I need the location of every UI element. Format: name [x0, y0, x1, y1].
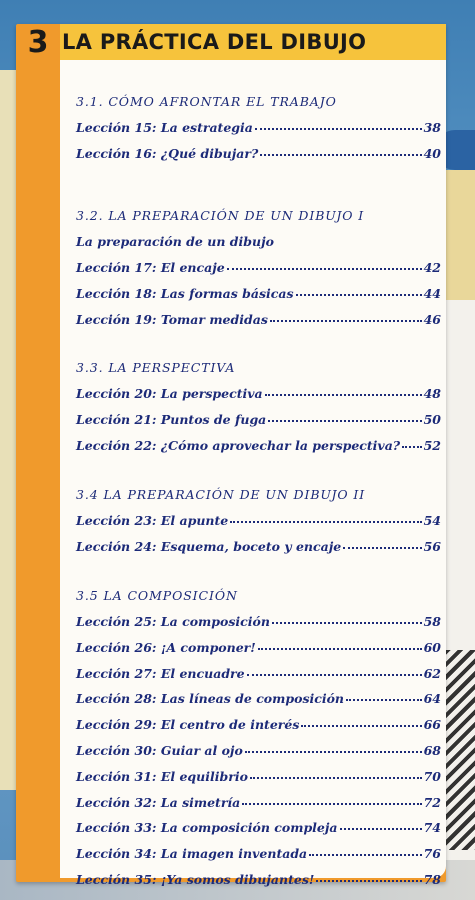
dot-leader	[340, 818, 422, 830]
lesson-title: Lección 25: La composición	[76, 614, 270, 629]
dot-leader	[270, 310, 422, 322]
page-number: 44	[423, 285, 441, 301]
lesson-title: Lección 32: La simetría	[76, 794, 241, 810]
page-number: 60	[423, 639, 441, 655]
toc-entry[interactable]	[76, 146, 441, 161]
toc-entry[interactable]	[76, 743, 441, 758]
toc-entry[interactable]	[76, 795, 441, 810]
section-title: 3.3. LA PERSPECTIVA	[76, 360, 236, 375]
lesson-title: Lección 20: La perspectiva	[76, 386, 263, 401]
contents-panel	[16, 24, 446, 887]
page-number: 52	[423, 437, 441, 453]
lesson-title: Lección 28: Las líneas de composición	[76, 691, 345, 707]
toc-entry[interactable]	[76, 120, 441, 135]
page-number: 54	[423, 513, 441, 528]
lesson-title: Lección 17: El encaje	[76, 260, 225, 275]
dot-leader	[227, 258, 422, 270]
dot-leader	[247, 664, 422, 676]
section-title: 3.2. LA PREPARACIÓN DE UN DIBUJO I	[76, 208, 365, 223]
toc-entry[interactable]	[76, 640, 441, 655]
dot-leader	[255, 118, 422, 130]
lesson-title: Lección 30: Guiar al ojo	[76, 743, 243, 758]
page-number: 62	[423, 665, 441, 681]
dot-leader	[265, 384, 422, 396]
toc-entry[interactable]	[76, 386, 441, 401]
lesson-title: Lección 31: El equilibrio	[76, 768, 248, 784]
toc-entry[interactable]	[76, 872, 441, 887]
page-number: 56	[423, 538, 441, 554]
toc-entry[interactable]	[76, 846, 441, 861]
dot-leader	[268, 410, 421, 422]
page-number: 72	[423, 794, 441, 810]
dot-leader	[296, 284, 422, 296]
lesson-title: Lección 22: ¿Cómo aprovechar la perspectiva?	[76, 437, 401, 453]
page-number: 38	[423, 120, 441, 135]
lesson-title: Lección 33: La composición compleja	[76, 820, 338, 836]
toc-entry[interactable]	[76, 286, 441, 301]
chapter-number: 3	[27, 24, 49, 60]
chapter-title: LA PRÁCTICA DEL DIBUJO	[62, 30, 367, 54]
toc-entry[interactable]	[76, 412, 441, 427]
dot-leader	[316, 870, 421, 882]
toc-entry[interactable]	[76, 691, 441, 706]
lesson-title: Lección 24: Esquema, boceto y encaje	[76, 538, 342, 554]
page-number: 40	[423, 145, 441, 161]
dot-leader	[230, 511, 421, 523]
toc-entry[interactable]	[76, 614, 441, 629]
background-artwork-ink	[445, 650, 475, 850]
contents-page	[60, 60, 446, 887]
lesson-title: Lección 34: La imagen inventada	[76, 846, 308, 862]
lesson-title: Lección 27: El encuadre	[76, 665, 245, 681]
dot-leader	[272, 612, 422, 624]
section-title: 3.5 LA COMPOSICIÓN	[76, 588, 238, 603]
dot-leader	[242, 793, 421, 805]
toc-entry[interactable]	[76, 820, 441, 835]
page-number: 68	[423, 743, 441, 758]
dot-leader	[309, 844, 421, 856]
page-number: 74	[423, 820, 441, 836]
page-number: 64	[423, 691, 441, 707]
background-artwork-right	[445, 170, 475, 300]
section-title: 3.4 LA PREPARACIÓN DE UN DIBUJO II	[76, 487, 366, 502]
section-subtitle: La preparación de un dibujo	[76, 234, 274, 249]
lesson-title: Lección 26: ¡A componer!	[76, 639, 256, 655]
page-number: 76	[423, 846, 441, 862]
toc-entry[interactable]	[76, 438, 441, 453]
dot-leader	[402, 436, 421, 448]
page-number: 70	[423, 768, 441, 784]
toc-entry[interactable]	[76, 769, 441, 784]
dot-leader	[343, 537, 421, 549]
dot-leader	[245, 741, 422, 753]
toc-entry[interactable]	[76, 539, 441, 554]
page-number: 78	[423, 872, 441, 887]
lesson-title: Lección 15: La estrategia	[76, 120, 253, 135]
lesson-title: Lección 18: Las formas básicas	[76, 285, 294, 301]
page-number: 46	[423, 311, 441, 327]
toc-entry[interactable]	[76, 513, 441, 528]
page-number: 50	[423, 411, 441, 427]
lesson-title: Lección 23: El apunte	[76, 513, 229, 528]
dot-leader	[260, 144, 421, 156]
lesson-title: Lección 29: El centro de interés	[76, 717, 300, 733]
dot-leader	[346, 689, 422, 701]
chapter-header	[60, 24, 446, 60]
lesson-title: Lección 35: ¡Ya somos dibujantes!	[76, 872, 315, 887]
toc-entry[interactable]	[76, 260, 441, 275]
page-number: 58	[423, 614, 441, 629]
toc-entry[interactable]	[76, 666, 441, 681]
dot-leader	[301, 715, 421, 727]
page-number: 48	[423, 386, 441, 401]
lesson-title: Lección 19: Tomar medidas	[76, 311, 268, 327]
section-title: 3.1. CÓMO AFRONTAR EL TRABAJO	[76, 94, 337, 109]
page-number: 42	[423, 260, 441, 275]
lesson-title: Lección 21: Puntos de fuga	[76, 411, 267, 427]
dot-leader	[250, 767, 422, 779]
dot-leader	[258, 638, 422, 650]
toc-entry[interactable]	[76, 717, 441, 732]
page-number: 66	[423, 717, 441, 733]
lesson-title: Lección 16: ¿Qué dibujar?	[76, 145, 259, 161]
toc-entry[interactable]	[76, 312, 441, 327]
